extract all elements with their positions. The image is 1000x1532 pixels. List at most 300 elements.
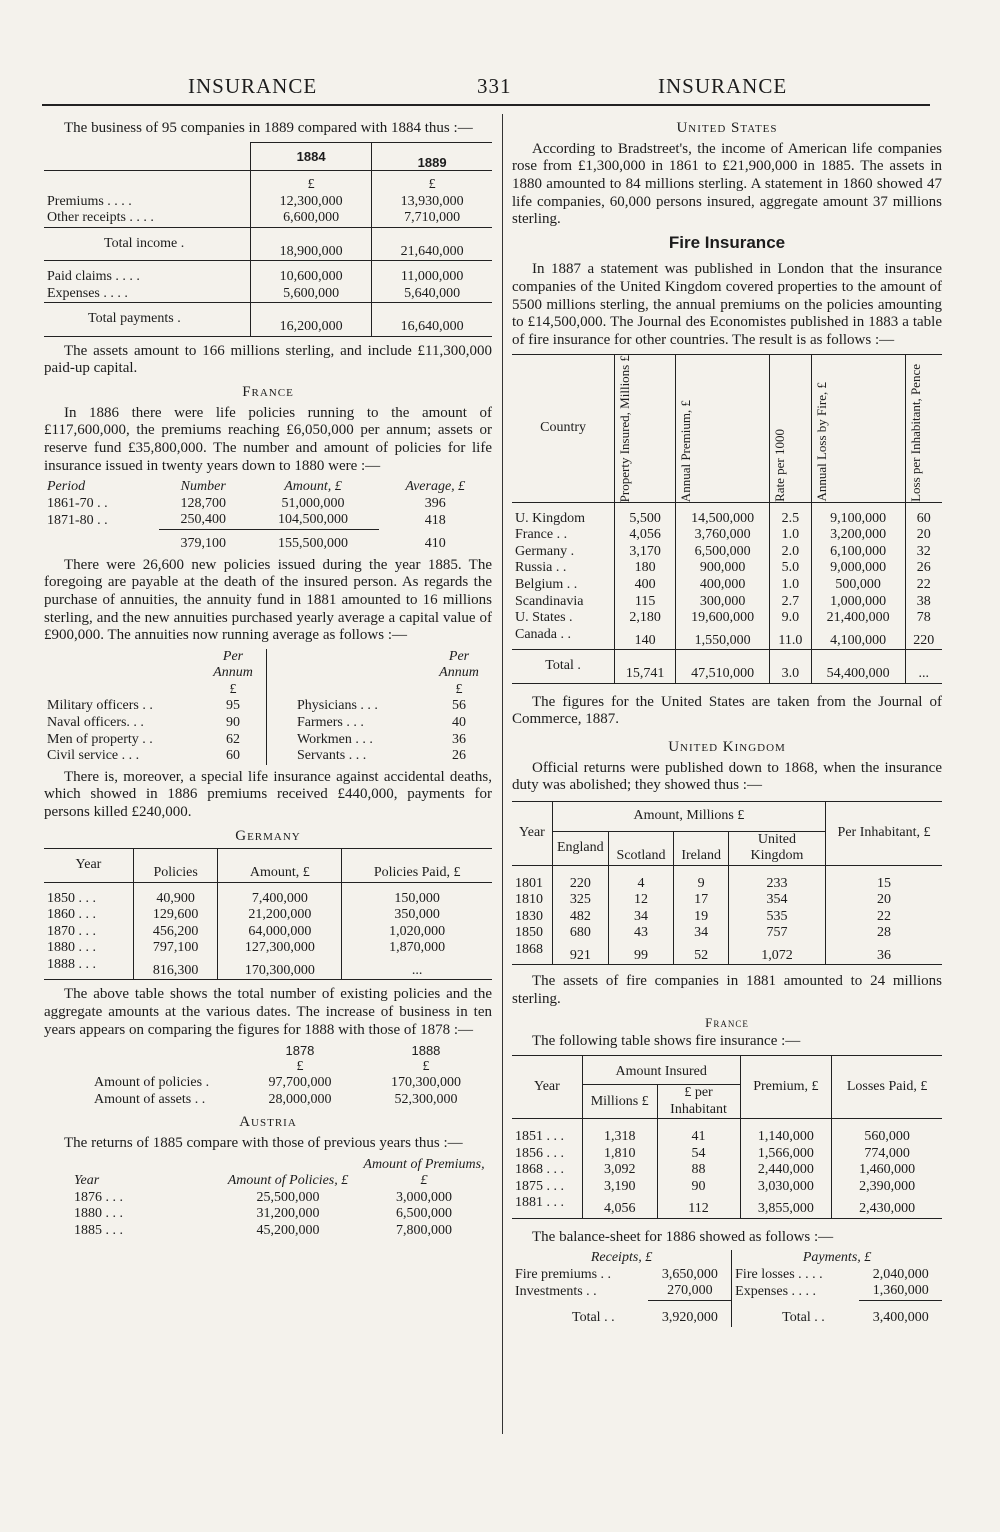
table-cell: 54,400,000: [811, 650, 905, 684]
table-cell: 7,710,000: [372, 210, 492, 227]
table-cell: 3.0: [770, 650, 812, 684]
table-cell: 2,040,000: [872, 1266, 929, 1282]
balance-paragraph: The balance-sheet for 1886 showed as follows :—: [532, 1228, 834, 1245]
table-cell: 7,800,000: [396, 1222, 452, 1238]
table-cell: 1.0: [770, 527, 812, 544]
right-column: [512, 120, 942, 1327]
table-cell: Period: [47, 479, 86, 495]
table-row: [44, 940, 492, 957]
table-cell: 36: [825, 942, 942, 965]
table-cell: 31,200,000: [256, 1206, 320, 1222]
table-cell: 354: [728, 892, 825, 909]
us-paragraph: According to Bradstreet's, the income of American life companies rose from £1,300,000 in 1861 to £21,900,000 in 1885. The assets in 1880 amounted to 84 millions sterling. A statement in 1860 showed 47 life companies, 60,000 persons insured, aggregate amount 37 millions sterling.: [512, 140, 942, 228]
table-row: [512, 865, 942, 892]
table-cell: 52,300,000: [394, 1091, 458, 1107]
germany-table: [44, 848, 492, 980]
table-cell: 88: [657, 1162, 740, 1179]
table-cell: 95: [226, 698, 240, 714]
table-row: [44, 303, 492, 337]
table-cell: Military officers . .: [47, 698, 153, 714]
table-cell: 1,360,000: [859, 1283, 942, 1300]
table-row: [44, 748, 492, 765]
intro-paragraph: The business of 95 companies in 1889 compared with 1884 thus :—: [64, 120, 473, 136]
table-cell: Amount, £: [284, 479, 342, 495]
section-heading-austria: Austria: [239, 1114, 297, 1131]
table-cell: Total .: [545, 658, 581, 674]
table-cell: 1830: [515, 908, 543, 924]
table-cell: 60: [905, 502, 942, 527]
table-cell: 4,100,000: [811, 627, 905, 650]
table-cell: Physicians . . .: [267, 698, 427, 715]
table-row: [44, 1190, 492, 1207]
table-cell: £: [422, 1058, 430, 1074]
uk-assets-paragraph: The assets of fire companies in 1881 amounted to 24 millions sterling.: [512, 973, 942, 1007]
table-row: [512, 892, 942, 909]
france-policies-table: [44, 479, 492, 552]
table-row: [44, 924, 492, 941]
table-cell: 155,500,000: [248, 529, 379, 552]
table-cell: 19: [674, 909, 729, 926]
table-row: [44, 286, 492, 303]
table-cell: 560,000: [832, 1119, 942, 1146]
table-cell: 5.0: [770, 560, 812, 577]
table-row: [512, 1179, 942, 1196]
table-cell: Men of property . .: [47, 731, 153, 747]
table-cell: 4,056: [582, 1195, 657, 1218]
table-cell: Amount Insured: [582, 1055, 740, 1085]
table-cell: Year: [75, 857, 102, 873]
table-cell: 2,440,000: [740, 1162, 832, 1179]
table-cell: 1,020,000: [342, 924, 492, 941]
left-column: [44, 120, 492, 1239]
table-header-row: [44, 1157, 492, 1190]
table-cell: 56: [452, 698, 466, 714]
section-heading-france-fire: France: [705, 1014, 749, 1030]
table-cell: 10,600,000: [251, 261, 372, 286]
fire-note: The figures for the United States are taken from the Journal of Commerce, 1887.: [512, 693, 942, 728]
table-cell: 1,460,000: [832, 1162, 942, 1179]
table-cell: 41: [657, 1119, 740, 1146]
section-heading-fire: Fire Insurance: [668, 233, 786, 253]
annuities-paragraph: There were 26,600 new policies issued during the year 1885. The foregoing are payable at the death of the insured person. As regards the purchase of annuities, the annuity fund in 1881 amounted to 16 millions sterling, and the new annuities purchased yearly average a capital value of £900,000. The annuities now running average as follows :—: [44, 556, 492, 644]
table-row: [512, 594, 942, 611]
table-cell: 1881 . . .: [515, 1195, 564, 1211]
table-cell: Amount, Millions £: [552, 802, 825, 832]
table-cell: 379,100: [159, 529, 248, 552]
table-cell: 816,300: [133, 957, 218, 980]
table-cell: Amount of Policies, £: [227, 1173, 349, 1189]
section-heading-germany: Germany: [235, 827, 301, 844]
table-cell: Average, £: [405, 479, 466, 495]
section-heading-uk: United Kingdom: [668, 738, 786, 755]
column-divider: [502, 114, 503, 1434]
austria-table: [44, 1157, 492, 1240]
table-row: [44, 698, 492, 715]
table-cell: 11.0: [770, 627, 812, 650]
table-cell: 52: [674, 942, 729, 965]
france-fire-paragraph: The following table shows fire insurance :—: [532, 1032, 801, 1049]
table-cell: 9,100,000: [811, 502, 905, 527]
table-cell: 1880 . . .: [74, 1206, 123, 1222]
table-cell: 20: [905, 527, 942, 544]
table-cell: 115: [615, 594, 676, 611]
france-fire-table: [512, 1055, 942, 1219]
table-cell: 1801: [515, 875, 543, 891]
table-cell: Canada . .: [515, 626, 571, 642]
table-cell: 1856 . . .: [515, 1145, 564, 1161]
table-cell: 1810: [515, 892, 543, 908]
table-cell: ...: [342, 957, 492, 980]
table-cell: 16,200,000: [251, 303, 372, 337]
table-cell: 1888 . . .: [47, 956, 96, 972]
france-paragraph: In 1886 there were life policies running to the amount of £117,600,000, the premiums reaching £6,050,000 per annum; assets or reserve fund £35,800,000. The number and amount of policies for life insurance issued in twenty years down to 1880 were :—: [44, 404, 492, 474]
table-cell: 6,600,000: [251, 210, 372, 227]
table-cell: Amount of policies .: [94, 1075, 210, 1091]
table-cell: Expenses . . . .: [47, 285, 128, 301]
table-cell: Germany .: [515, 543, 575, 559]
table-row: [44, 907, 492, 924]
table-cell: 28,000,000: [268, 1091, 332, 1107]
table-row: [44, 732, 492, 749]
table-cell: 2.7: [770, 594, 812, 611]
table-cell: 3,200,000: [811, 527, 905, 544]
table-cell: 3,000,000: [396, 1189, 452, 1205]
table-cell: 4: [608, 865, 674, 892]
assets-paragraph: The assets amount to 166 millions sterling, and include £11,300,000 paid-up capital.: [44, 342, 492, 377]
table-cell: 45,200,000: [256, 1222, 320, 1238]
table-cell: 47,510,000: [676, 650, 770, 684]
fire-paragraph: In 1887 a statement was published in London that the insurance companies of the United Kingdom covered properties to the amount of 5500 millions sterling, the annual premiums on the policies amounting to £14,500,000. The Journal des Economistes published in 1883 a table of fire insurance for other countries. The result is as follows :—: [512, 261, 942, 348]
table-row: [512, 1195, 942, 1218]
running-head-left: INSURANCE: [188, 74, 318, 98]
table-cell: 112: [657, 1195, 740, 1218]
table-cell: Country: [540, 420, 587, 436]
table-cell: 25,500,000: [256, 1189, 320, 1205]
table-header-row: [512, 1250, 942, 1267]
table-cell: 38: [905, 594, 942, 611]
table-row: [44, 957, 492, 980]
table-row: [44, 1223, 492, 1240]
table-cell: Receipts, £: [590, 1250, 653, 1266]
table-cell: 3,170: [615, 544, 676, 561]
table-row: [512, 1162, 942, 1179]
fire-countries-table: [512, 354, 942, 684]
table-cell: 3,855,000: [740, 1195, 832, 1218]
table-cell: 170,300,000: [218, 957, 342, 980]
table-cell: Other receipts . . . .: [47, 210, 154, 226]
table-row: [512, 909, 942, 926]
table-total-row: [44, 529, 492, 552]
table-cell: 900,000: [676, 560, 770, 577]
table-cell: Total . .: [572, 1310, 615, 1326]
table-cell: 62: [226, 731, 240, 747]
table-cell: 140: [615, 627, 676, 650]
table-cell: Fire premiums . .: [515, 1266, 612, 1282]
table-cell: £: [229, 681, 237, 697]
table-cell: Amount, £: [218, 849, 342, 883]
table-row: [512, 1146, 942, 1163]
table-cell: Policies: [133, 849, 218, 883]
table-cell: Per Annum: [439, 648, 479, 681]
table-cell: 32: [905, 544, 942, 561]
table-cell: 9.0: [770, 610, 812, 627]
section-heading-france: France: [242, 384, 294, 400]
table-cell: 90: [226, 715, 240, 730]
table-cell: 7,400,000: [218, 882, 342, 907]
table-cell: Premium, £: [740, 1055, 832, 1119]
table-cell: 15,741: [615, 650, 676, 684]
table-cell: 1875 . . .: [515, 1178, 564, 1194]
table-cell: Investments . .: [515, 1283, 597, 1299]
table-row: [44, 512, 492, 529]
table-cell: Total . .: [732, 1300, 860, 1327]
table-cell: 22: [905, 577, 942, 594]
table-cell: 36: [452, 731, 466, 747]
table-cell: 1861-70 . .: [47, 495, 108, 511]
table-cell: Servants . . .: [267, 748, 427, 765]
table-cell: 180: [615, 560, 676, 577]
table-cell: Ireland: [674, 831, 729, 865]
table-row: [512, 610, 942, 627]
table-cell: 250,400: [180, 512, 226, 528]
austria-paragraph: The returns of 1885 compare with those of previous years thus :—: [64, 1135, 463, 1152]
table-cell: Total payments .: [88, 311, 181, 327]
table-cell: 1,140,000: [740, 1119, 832, 1146]
table-cell: 1868 . . .: [515, 1162, 564, 1178]
table-cell: 1851 . . .: [515, 1129, 564, 1145]
table-cell: 2.5: [770, 502, 812, 527]
table-cell: Russia . .: [515, 560, 567, 576]
table-cell: 3,760,000: [676, 527, 770, 544]
table-cell: Year: [512, 1055, 582, 1119]
table-cell: 17: [674, 892, 729, 909]
table-cell: France . .: [515, 527, 568, 543]
table-cell: 3,400,000: [872, 1310, 929, 1326]
companies-table: [44, 142, 492, 337]
table-cell: 1868: [515, 941, 543, 957]
table-cell: 270,000: [648, 1283, 731, 1300]
table-row: [512, 1119, 942, 1146]
table-cell: 12: [608, 892, 674, 909]
table-cell: 20: [825, 892, 942, 909]
table-cell: 1,566,000: [740, 1146, 832, 1163]
table-row: [44, 1206, 492, 1223]
table-cell: Payments, £: [732, 1250, 942, 1267]
table-cell: 5,600,000: [251, 286, 372, 303]
table-cell: 3,920,000: [661, 1310, 718, 1326]
table-row: [512, 577, 942, 594]
table-cell: ...: [905, 650, 942, 684]
table-cell: 456,200: [133, 924, 218, 941]
table-cell: 3,030,000: [740, 1179, 832, 1196]
table-cell: 410: [424, 535, 446, 551]
table-cell: 6,100,000: [811, 544, 905, 561]
uk-table: [512, 801, 942, 965]
table-row: [512, 502, 942, 527]
table-row: [44, 210, 492, 227]
table-cell: 325: [552, 892, 608, 909]
table-cell: 3,650,000: [661, 1266, 718, 1282]
table-cell: 34: [674, 925, 729, 942]
table-header-row: [44, 849, 492, 883]
table-cell: 797,100: [133, 940, 218, 957]
table-cell: Amount of assets . .: [94, 1091, 206, 1107]
table-header-row: [44, 142, 492, 170]
col-header: 1884: [251, 142, 372, 170]
table-cell: Expenses . . . .: [732, 1283, 860, 1300]
table-cell: Millions £: [582, 1085, 657, 1119]
table-cell: 300,000: [676, 594, 770, 611]
table-cell: 54: [657, 1146, 740, 1163]
page-number: 331: [477, 74, 512, 98]
table-header-row: [44, 479, 492, 496]
table-cell: United Kingdom: [728, 831, 825, 865]
unit-label: £: [372, 171, 492, 194]
table-row: [512, 560, 942, 577]
table-cell: 233: [728, 865, 825, 892]
table-cell: Scotland: [608, 831, 674, 865]
unit-label: £: [251, 171, 372, 194]
table-cell: 78: [905, 610, 942, 627]
table-cell: Year: [512, 802, 552, 866]
table-cell: Per Annum: [213, 648, 253, 681]
table-header-row: [44, 1043, 492, 1058]
table-header-row: Country Property Insured, Millions £ Annual Premium, £ Rate per 1000 Annual Loss by Fire, £ Loss per Inhabitant, Pence: [512, 354, 942, 502]
table-cell: 40,900: [133, 882, 218, 907]
table-cell: Premiums . . . .: [47, 193, 132, 209]
table-cell: Year: [74, 1173, 100, 1189]
table-cell: 418: [424, 512, 446, 528]
table-cell: 921: [552, 942, 608, 965]
table-cell: 5,640,000: [372, 286, 492, 303]
table-cell: 5,500: [615, 502, 676, 527]
table-cell: 400: [615, 577, 676, 594]
table-cell: 1870 . . .: [47, 923, 96, 939]
table-cell: £ per Inhabitant: [657, 1085, 740, 1119]
table-cell: 64,000,000: [218, 924, 342, 941]
table-cell: 1,870,000: [342, 940, 492, 957]
table-cell: 482: [552, 909, 608, 926]
table-cell: Paid claims . . . .: [47, 269, 140, 285]
table-cell: Scandinavia: [515, 593, 584, 609]
table-row: [512, 1267, 942, 1284]
table-total-row: [512, 650, 942, 684]
table-cell: 170,300,000: [390, 1075, 461, 1091]
table-cell: 2,430,000: [832, 1195, 942, 1218]
table-cell: 1,550,000: [676, 627, 770, 650]
table-cell: 21,200,000: [218, 907, 342, 924]
section-heading-us: United States: [676, 120, 778, 136]
uk-paragraph: Official returns were published down to 1868, when the insurance duty was abolished; they showed thus :—: [512, 759, 942, 794]
table-row: [512, 1283, 942, 1300]
table-cell: 1878: [285, 1043, 315, 1059]
table-cell: 1880 . . .: [47, 940, 96, 956]
table-cell: 757: [728, 925, 825, 942]
table-cell: Number: [180, 479, 226, 495]
col-header: 1889: [372, 142, 492, 170]
table-cell: 1,810: [582, 1146, 657, 1163]
table-cell: Farmers . . .: [267, 715, 427, 732]
germany-paragraph: The above table shows the total number of existing policies and the aggregate amounts at the various dates. The increase of business in ten years appears on comparing the figures for 1888 with those of 1878 :—: [44, 986, 492, 1038]
table-cell: 400,000: [676, 577, 770, 594]
table-cell: 34: [608, 909, 674, 926]
table-cell: Fire losses . . . .: [732, 1267, 860, 1284]
table-cell: 774,000: [832, 1146, 942, 1163]
table-cell: 1850 . . .: [47, 890, 96, 906]
table-row: [512, 942, 942, 965]
table-cell: 9,000,000: [811, 560, 905, 577]
table-cell: 97,700,000: [268, 1075, 332, 1091]
table-cell: £: [455, 681, 463, 697]
table-cell: 21,640,000: [372, 227, 492, 261]
table-row: [44, 882, 492, 907]
table-cell: 396: [424, 495, 446, 511]
table-cell: 220: [905, 627, 942, 650]
table-cell: 129,600: [133, 907, 218, 924]
table-row: [512, 627, 942, 650]
table-cell: 14,500,000: [676, 502, 770, 527]
table-cell: 127,300,000: [218, 940, 342, 957]
table-cell: 1.0: [770, 577, 812, 594]
table-cell: 1885 . . .: [74, 1222, 123, 1238]
table-cell: Policies Paid, £: [342, 849, 492, 883]
table-cell: Total income .: [104, 235, 185, 251]
table-cell: 26: [905, 560, 942, 577]
table-cell: 1,318: [582, 1119, 657, 1146]
table-cell: 99: [608, 942, 674, 965]
table-cell: 28: [825, 925, 942, 942]
table-cell: 21,400,000: [811, 610, 905, 627]
germany-comparison-table: [44, 1043, 492, 1108]
table-cell: Civil service . . .: [47, 748, 140, 764]
table-row: [512, 925, 942, 942]
table-cell: 9: [674, 865, 729, 892]
accidental-paragraph: There is, moreover, a special life insurance against accidental deaths, which showed in 1886 premiums received £440,000, payments for persons killed £240,000.: [44, 768, 492, 820]
table-cell: Naval officers. . .: [47, 715, 144, 730]
table-cell: 1860 . . .: [47, 907, 96, 923]
table-row: [44, 1092, 492, 1109]
table-cell: 13,930,000: [372, 194, 492, 211]
table-cell: 51,000,000: [281, 495, 345, 511]
annuities-table: [44, 649, 492, 765]
table-cell: Amount of Premiums, £: [363, 1156, 485, 1189]
table-cell: 104,500,000: [278, 512, 349, 528]
table-cell: 26: [452, 748, 466, 764]
table-cell: 535: [728, 909, 825, 926]
table-cell: 500,000: [811, 577, 905, 594]
table-cell: U. States .: [515, 610, 573, 626]
table-row: [44, 496, 492, 513]
table-row: [44, 1075, 492, 1092]
table-total-row: [512, 1300, 942, 1327]
table-cell: 43: [608, 925, 674, 942]
table-cell: 1,072: [728, 942, 825, 965]
table-row: [44, 194, 492, 211]
table-cell: 18,900,000: [251, 227, 372, 261]
table-cell: 12,300,000: [251, 194, 372, 211]
table-cell: 1,000,000: [811, 594, 905, 611]
table-cell: 16,640,000: [372, 303, 492, 337]
table-cell: 6,500,000: [396, 1206, 452, 1222]
table-cell: 60: [226, 748, 240, 764]
table-cell: 3,092: [582, 1162, 657, 1179]
table-cell: 1876 . . .: [74, 1189, 123, 1205]
table-cell: England: [552, 831, 608, 865]
table-row: [44, 227, 492, 261]
table-cell: 40: [452, 715, 466, 730]
table-cell: Per Inhabitant, £: [825, 802, 942, 866]
table-cell: 4,056: [615, 527, 676, 544]
